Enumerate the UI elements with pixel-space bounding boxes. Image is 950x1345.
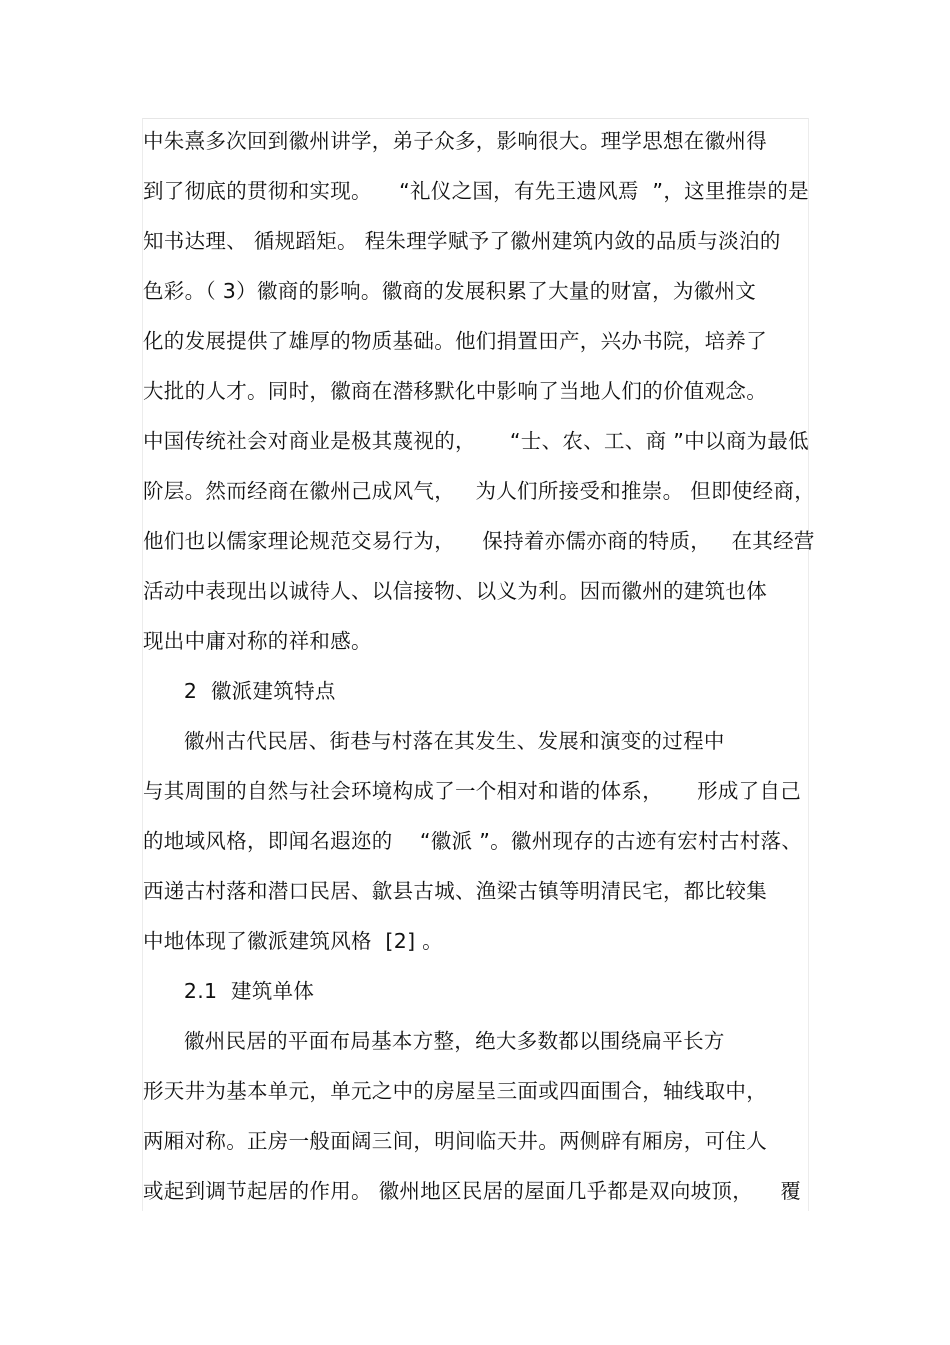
text-line: 化的发展提供了雄厚的物质基础。他们捐置田产，兴办书院，培养了 [143, 329, 767, 353]
text-line: 的地域风格，即闻名遐迩的 “徽派 ”。徽州现存的古迹有宏村古村落、 [143, 829, 803, 853]
text-line: 他们也以儒家理论规范交易行为， 保持着亦儒亦商的特质， 在其经营 [143, 529, 815, 553]
text-line: 徽州古代民居、街巷与村落在其发生、发展和演变的过程中 [143, 729, 725, 753]
text-line: 西递古村落和潜口民居、歙县古城、渔梁古镇等明清民宅，都比较集 [143, 879, 767, 903]
section-heading: 2 徽派建筑特点 [143, 679, 336, 703]
text-line: 两厢对称。正房一般面阔三间，明间临天井。两侧辟有厢房，可住人 [143, 1129, 767, 1153]
text-line: 阶层。然而经商在徽州己成风气， 为人们所接受和推崇。 但即使经商， [143, 479, 816, 503]
text-line: 现出中庸对称的祥和感。 [143, 629, 372, 653]
text-line: 或起到调节起居的作用。 徽州地区民居的屋面几乎都是双向坡顶， 覆 [143, 1179, 802, 1203]
text-line: 与其周围的自然与社会环境构成了一个相对和谐的体系， 形成了自己 [143, 779, 802, 803]
text-line: 中地体现了徽派建筑风格 [2] 。 [143, 929, 443, 953]
text-line: 形天井为基本单元，单元之中的房屋呈三面或四面围合，轴线取中， [143, 1079, 767, 1103]
text-line: 中国传统社会对商业是极其蔑视的， “士、农、工、商 ”中以商为最低 [143, 429, 809, 453]
text-line: 大批的人才。同时，徽商在潜移默化中影响了当地人们的价值观念。 [143, 379, 767, 403]
text-line: 徽州民居的平面布局基本方整，绝大多数都以围绕扁平长方 [143, 1029, 725, 1053]
text-line: 色彩。（ 3）徽商的影响。徽商的发展积累了大量的财富，为徽州文 [143, 279, 757, 303]
subsection-heading: 2.1 建筑单体 [143, 979, 315, 1003]
text-line: 到了彻底的贯彻和实现。 “礼仪之国，有先王遗风焉 ”，这里推崇的是 [143, 179, 809, 203]
text-line: 知书达理、 循规蹈矩。 程朱理学赋予了徽州建筑内敛的品质与淡泊的 [143, 229, 781, 253]
text-line: 活动中表现出以诚待人、以信接物、以义为利。因而徽州的建筑也体 [143, 579, 767, 603]
text-line: 中朱熹多次回到徽州讲学，弟子众多，影响很大。理学思想在徽州得 [143, 129, 767, 153]
